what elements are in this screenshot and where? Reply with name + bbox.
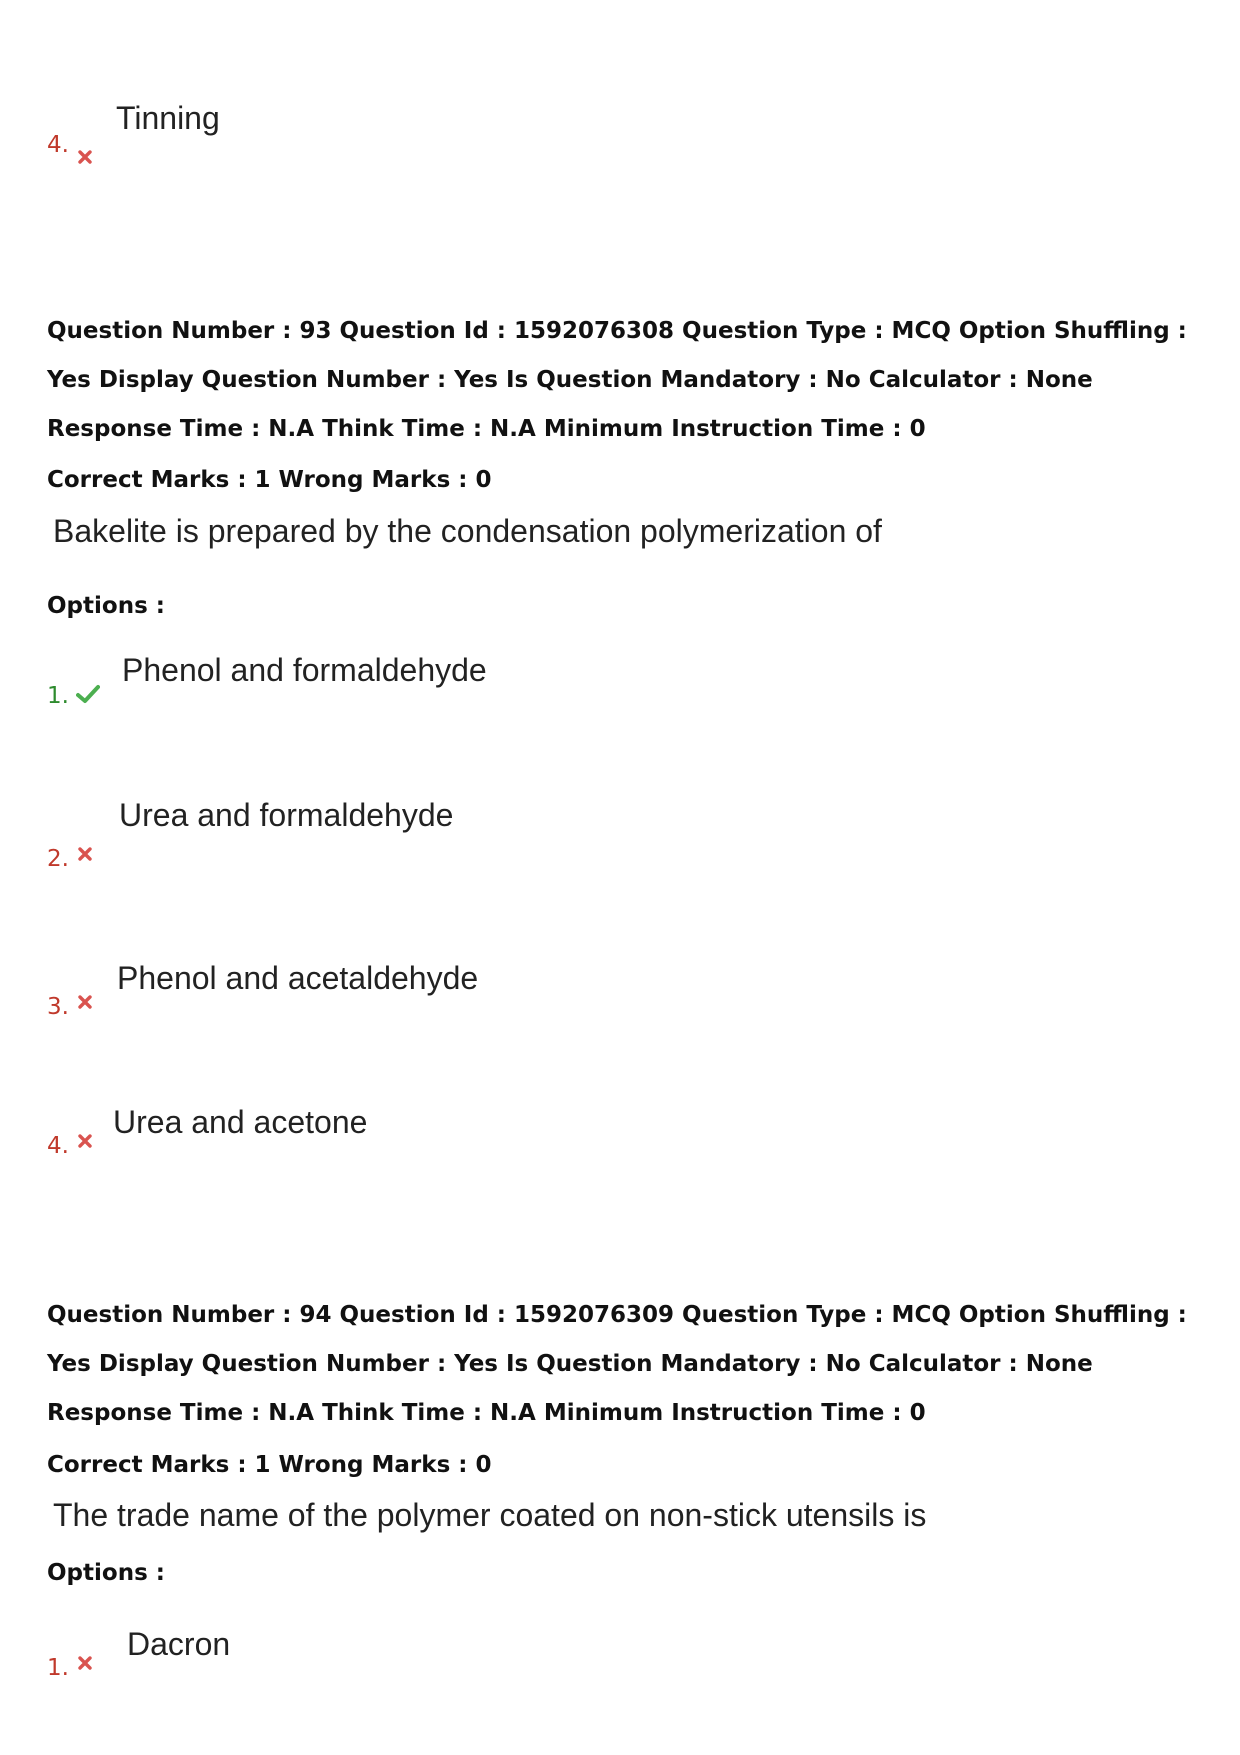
question-metadata: Question Number : 93 Question Id : 1592076308 Question Type : MCQ Option Shuffling : Yes Display Question Number : Yes Is Question Mandatory : No Calculator : None Response Time : N.A Think Time : N.A Minimum Instruction Time : 0 [47, 318, 1187, 442]
option-number: 4. [47, 132, 69, 158]
option-text: Phenol and acetaldehyde [117, 960, 479, 996]
options-label: Options : [47, 593, 165, 619]
option-number: 4. [47, 1133, 69, 1159]
option-text: Phenol and formaldehyde [122, 652, 487, 688]
cross-icon [78, 847, 92, 861]
cross-icon [78, 995, 92, 1009]
cross-icon [78, 150, 92, 164]
option-number: 3. [47, 994, 69, 1020]
option-number: 1. [47, 683, 69, 709]
question-text: Bakelite is prepared by the condensation polymerization of [53, 513, 882, 549]
option-text: Dacron [127, 1626, 231, 1662]
option-text: Urea and formaldehyde [119, 797, 454, 833]
question-text: The trade name of the polymer coated on non-stick utensils is [53, 1497, 927, 1533]
option-number: 1. [47, 1655, 69, 1681]
check-icon [76, 684, 100, 704]
option-text: Tinning [116, 100, 220, 136]
option-number: 2. [47, 846, 69, 872]
marks-line: Correct Marks : 1 Wrong Marks : 0 [47, 467, 492, 493]
marks-line: Correct Marks : 1 Wrong Marks : 0 [47, 1452, 492, 1478]
cross-icon [78, 1656, 92, 1670]
cross-icon [78, 1134, 92, 1148]
options-label: Options : [47, 1560, 165, 1586]
question-metadata: Question Number : 94 Question Id : 1592076309 Question Type : MCQ Option Shuffling : Yes Display Question Number : Yes Is Question Mandatory : No Calculator : None Response Time : N.A Think Time : N.A Minimum Instruction Time : 0 [47, 1302, 1187, 1426]
option-text: Urea and acetone [113, 1104, 368, 1140]
